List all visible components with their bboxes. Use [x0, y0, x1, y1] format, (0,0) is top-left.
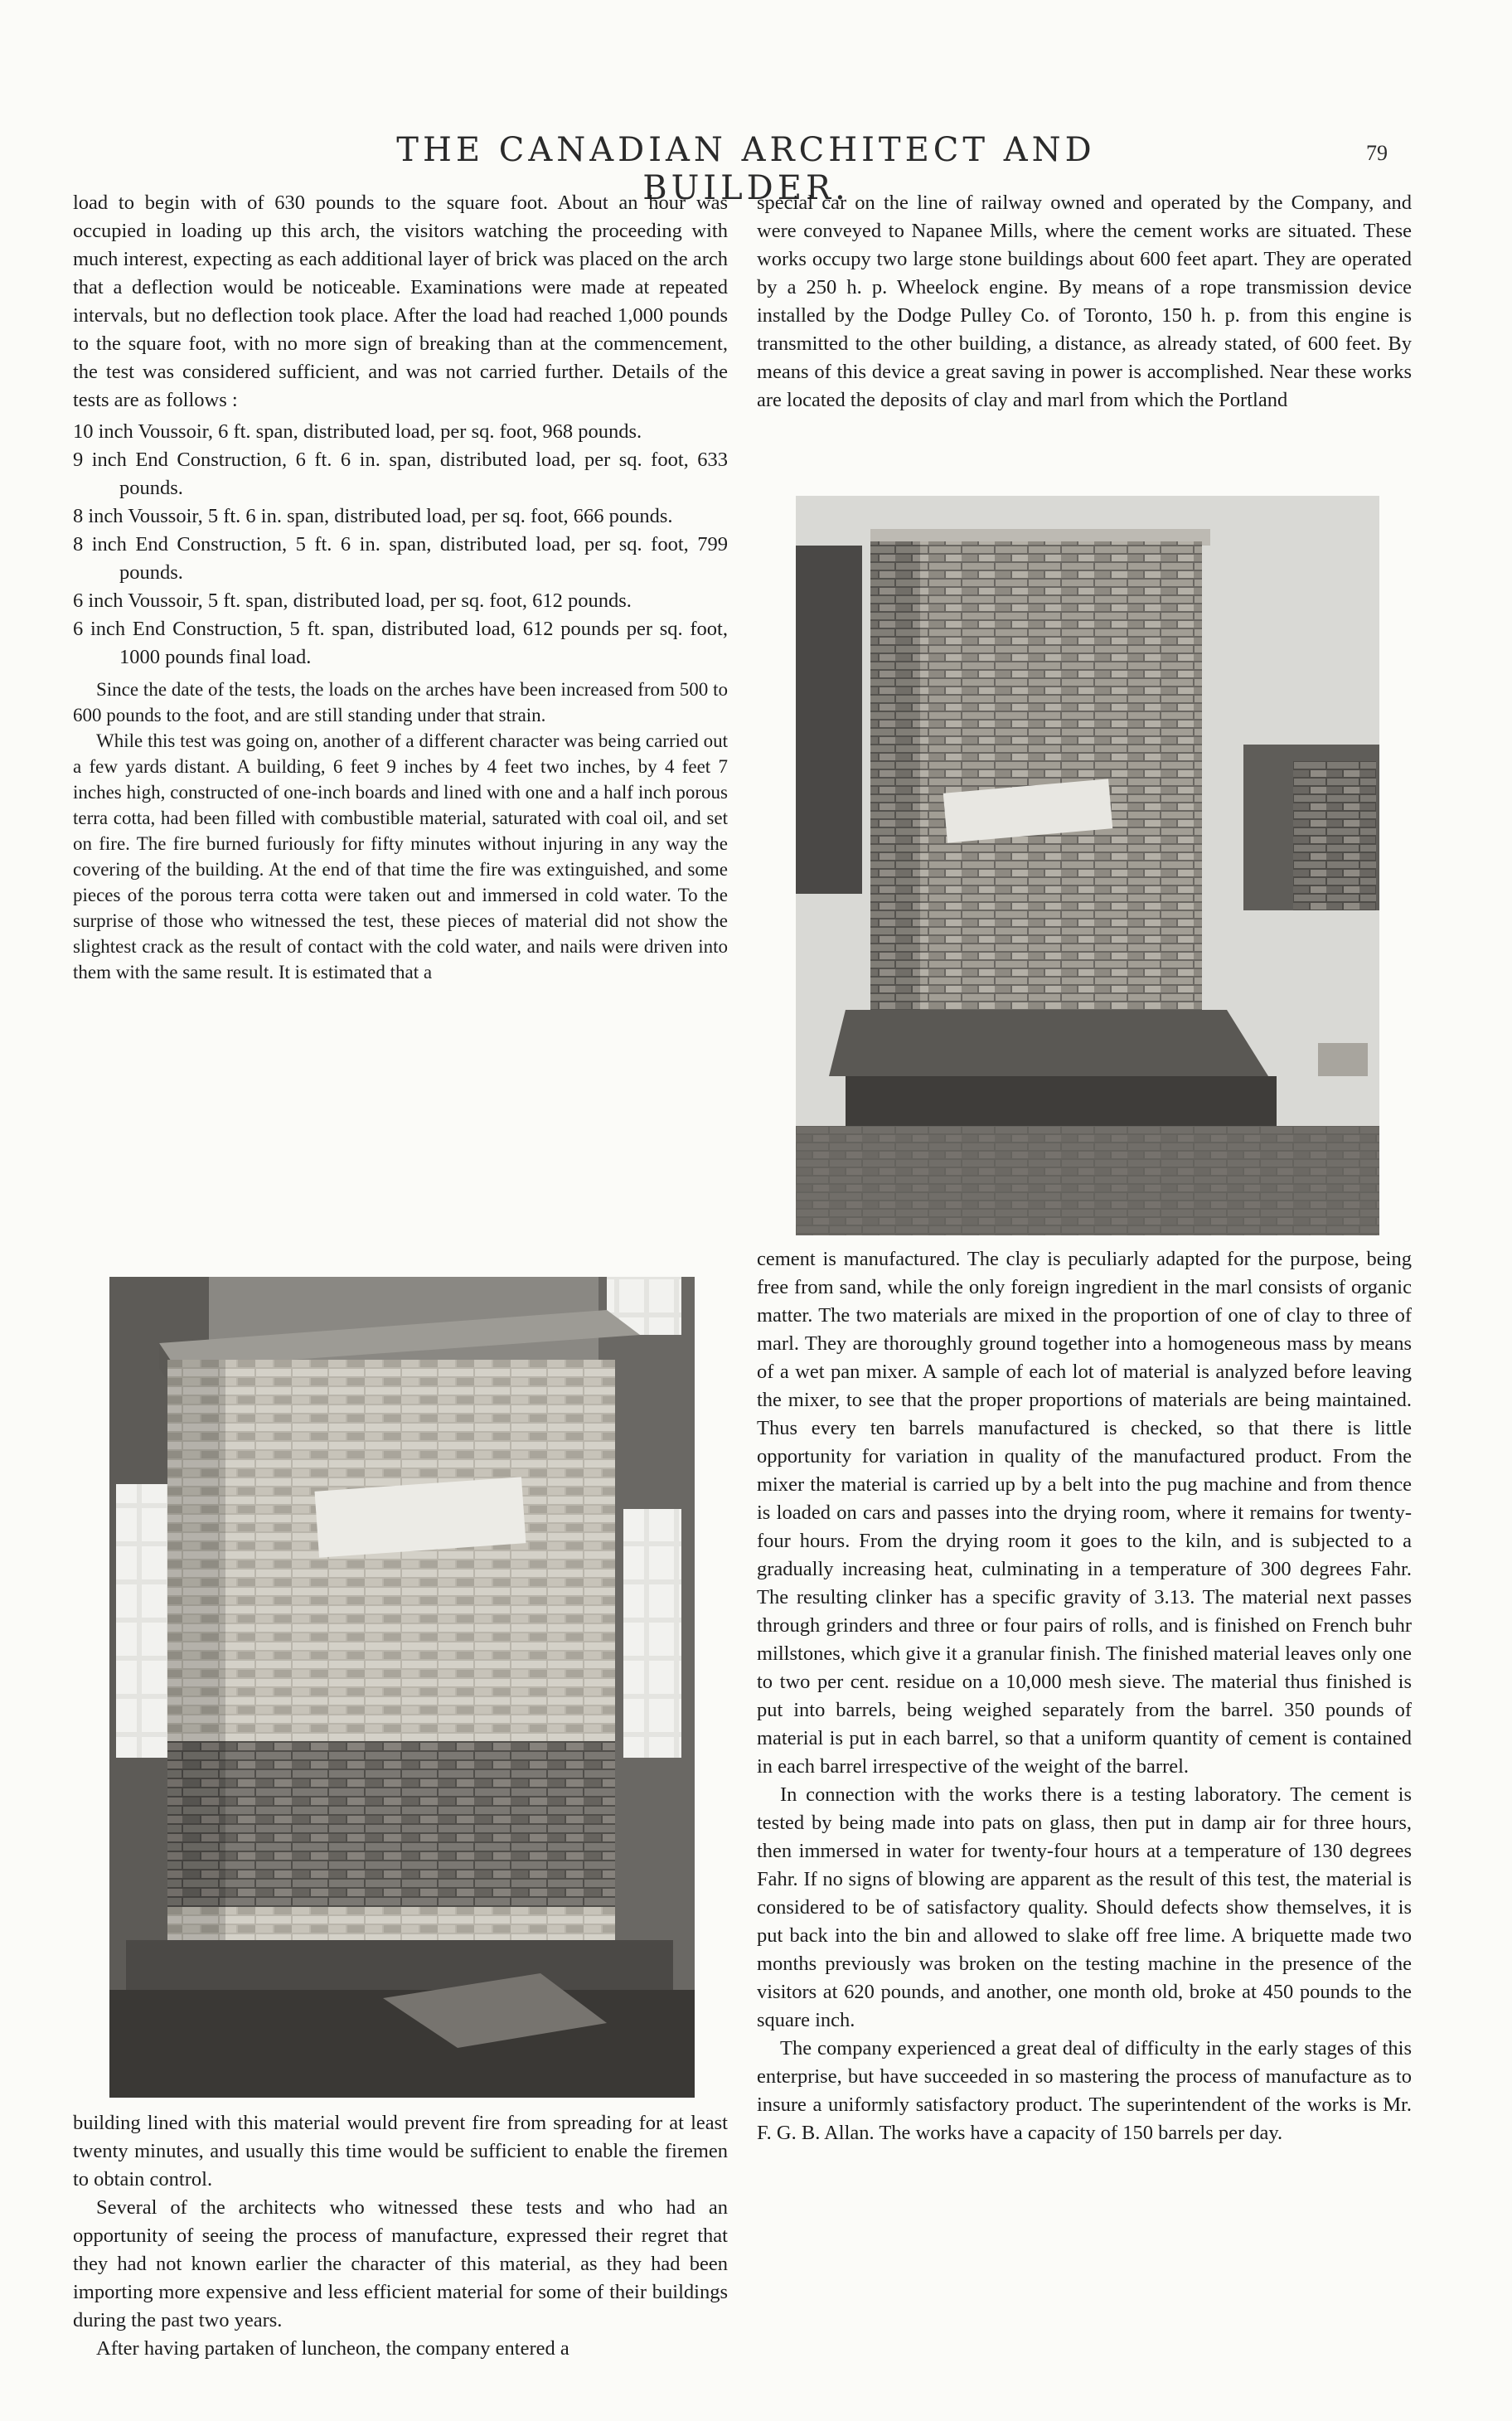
- photo-end-construction-pier: [109, 1277, 695, 2098]
- paragraph: While this test was going on, another of a different character was being carried out a few yards distant. A building, 6 feet 9 inches by 4 feet two inches, by 4 feet 7 inches high, constructed of one-inch boards and lined with one and a half inch porous terra cotta, had been filled with combustible material, saturated with coal oil, and set on fire. The fire burned furiously for fifty minutes without injuring in any way the covering of the building. At the end of that time the fire was extinguished, and some pieces of the porous terra cotta were taken out and immersed in cold water. To the surprise of those who witnessed the test, these pieces of material did not show the slightest crack as the result of contact with the cold water, and nails were driven into them with the same result. It is estimated that a: [73, 730, 728, 982]
- journal-title: THE CANADIAN ARCHITECT AND BUILDER.: [396, 131, 1096, 207]
- test-item-4: 8 inch End Construction, 5 ft. 6 in. span, distributed load, per sq. foot, 799 pounds.: [73, 533, 728, 584]
- left-column-top: [73, 189, 728, 985]
- paragraph: Several of the architects who witnessed these tests and who had an opportunity of seeing the process of manufacture, expressed their regret that they had not known earlier the character of this material, as they had been importing more expensive and less efficient material for some of their buildings during the past two years.: [73, 2196, 728, 2331]
- test-item-1: 10 inch Voussoir, 6 ft. span, distributed load, per sq. foot, 968 pounds.: [73, 420, 642, 443]
- paragraph: Since the date of the tests, the loads on the arches have been increased from 500 to 600 pounds to the foot, and are still standing under that strain.: [73, 679, 728, 725]
- paragraph: building lined with this material would prevent fire from spreading for at least twenty minutes, and usually this time would be sufficient to enable the firemen to obtain control.: [73, 2112, 728, 2191]
- photo-voussoir-arch-pier: [796, 496, 1379, 1235]
- pier-photo-graphic: [109, 1277, 695, 2098]
- right-column-bottom: [757, 1245, 1412, 2147]
- paragraph: cement is manufactured. The clay is peculiarly adapted for the purpose, being free from sand, while the only foreign ingredient in the marl consists of organic matter. The two materials are mixed in the proportion of one of clay to three of marl. They are thoroughly ground together into a homogeneous mass by means of a wet pan mixer. A sample of each lot of material is analyzed before leaving the mixer, to see that the proper proportions of materials are being maintained. Thus every ten barrels manufactured is checked, so that there is little opportunity for variation in quality of the manufactured product. From the mixer the material is carried up by a belt into the pug machine and from thence is loaded on cars and passes into the drying room, where it remains for twenty-four hours. From the drying room it goes to the kiln, and is subjected to a gradually increasing heat, culminating in a temperature of 300 degrees Fahr. The resulting clinker has a specific gravity of 3.13. The material next passes through grinders and three or four pairs of rolls, and is finished on French buhr millstones, which give it a granular finish. The finished material leaves only one to two per cent. residue on a 10,000 mesh sieve. The material thus finished is put into barrels, being weighed separately from the barrel. 350 pounds of material is put in each barrel, so that a uniform quantity of cement is contained in each barrel irrespective of the weight of the barrel.: [757, 1248, 1412, 1778]
- test-item-2: 9 inch End Construction, 6 ft. 6 in. span, distributed load, per sq. foot, 633 pounds.: [73, 449, 728, 499]
- paragraph: The company experienced a great deal of difficulty in the early stages of this enterprise, but have succeeded in so mastering the process of manufacture as to insure a uniformly satisfactory product. The superintendent of the works is Mr. F. G. B. Allan. The works have a capacity of 150 barrels per day.: [757, 2037, 1412, 2144]
- paragraph: load to begin with of 630 pounds to the square foot. About an hour was occupied in loading up this arch, the visitors watching the proceeding with much interest, expecting as each additional layer of brick was placed on the arch that a deflection would be noticeable. Examinations were made at repeated intervals, but no deflection took place. After the load had reached 1,000 pounds to the square foot, with no more sign of breaking than at the commencement, the test was considered sufficient, and was not carried further. Details of the tests are as follows :: [73, 192, 728, 411]
- page-number: 79: [1366, 141, 1388, 165]
- paragraph: special car on the line of railway owned and operated by the Company, and were conveyed to Napanee Mills, where the cement works are situated. These works occupy two large stone buildings about 600 feet apart. They are operated by a 250 h. p. Wheelock engine. By means of a rope transmission device installed by the Dodge Pulley Co. of Toronto, 150 h. p. from this engine is transmitted to the other building, a distance, as already stated, of 600 feet. By means of this device a great saving in power is accomplished. Near these works are located the deposits of clay and marl from which the Portland: [757, 192, 1412, 411]
- pier-photo-graphic: [796, 496, 1379, 1235]
- test-item-5: 6 inch Voussoir, 5 ft. span, distributed load, per sq. foot, 612 pounds.: [73, 589, 632, 612]
- page-header: [0, 131, 1512, 207]
- test-item-3: 8 inch Voussoir, 5 ft. 6 in. span, distributed load, per sq. foot, 666 pounds.: [73, 505, 673, 527]
- right-column-top: [757, 189, 1412, 415]
- left-column-bottom: [73, 2109, 728, 2363]
- paragraph: After having partaken of luncheon, the company entered a: [96, 2337, 569, 2360]
- test-item-6: 6 inch End Construction, 5 ft. span, distributed load, 612 pounds per sq. foot, 1000 pounds final load.: [73, 618, 728, 668]
- paragraph: In connection with the works there is a testing laboratory. The cement is tested by being made into pats on glass, then put in damp air for three hours, then immersed in water for twenty-four hours at a temperature of 130 degrees Fahr. If no signs of blowing are apparent as the result of this test, the material is considered to be of satisfactory quality. Should defects show themselves, it is put back into the bin and allowed to slake off free lime. A briquette made two months previously was broken on the testing machine in the presence of the visitors at 620 pounds, and another, one month old, broke at 450 pounds to the square inch.: [757, 1783, 1412, 2031]
